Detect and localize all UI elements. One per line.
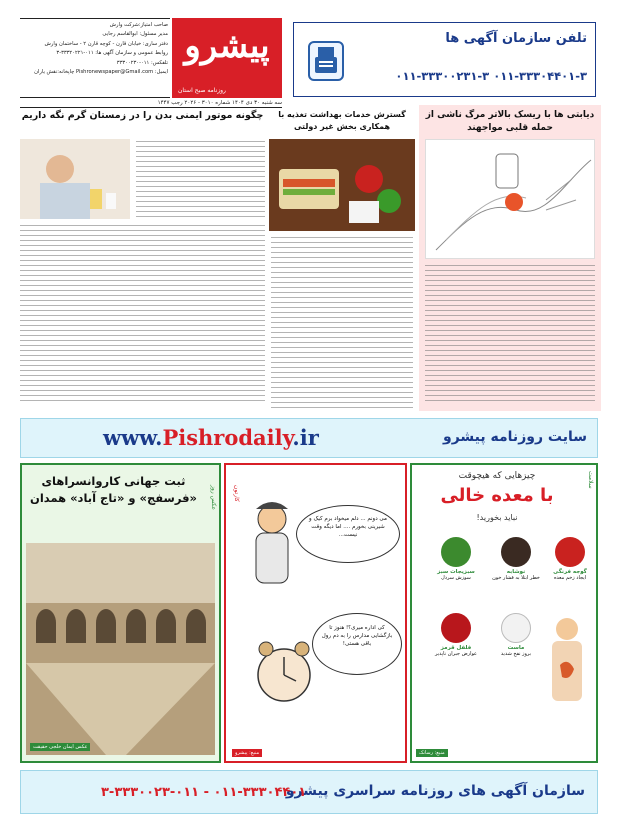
info-lines (22, 21, 168, 77)
masthead-logo: پیشرو (184, 26, 270, 66)
soda-icon (501, 537, 531, 567)
food-item (488, 537, 544, 582)
cartoon-credit: منبع: پیشرو (232, 749, 262, 757)
fax-icon (308, 41, 344, 81)
person-stomach-icon (542, 615, 592, 725)
foods-credit: منبع: رسانک (416, 749, 448, 757)
cartoon-panel (224, 463, 407, 763)
cold-title: چگونه موتور ایمنی بدن را در زمستان گرم نگه داریم (21, 110, 264, 121)
site-url-main: Pishrodaily (162, 425, 293, 450)
ad-phones: ۰۱۱-۳۳۳۰۴۴۰۱-۳ ۰۱۱-۳۳۳۰۰۲۳۱-۳ (395, 69, 587, 83)
cold-photo (20, 139, 130, 219)
food-item-desc: عوارض جبران ناپذیر (434, 651, 478, 657)
cartoon-bubble-2: کی اداره میری؟! هنوز تا بازگشایی مدارس را به دم رول باقی هستی! (312, 613, 402, 675)
diabetes-illustration (425, 139, 595, 259)
food-item-name: فلفل قرمز (440, 645, 472, 651)
food-item-name: ماست (507, 645, 525, 651)
cartoon-person (244, 499, 300, 609)
food-item-desc: خطر ابتلا به فشار خون (492, 575, 540, 581)
greens-icon (441, 537, 471, 567)
footer-banner (20, 770, 598, 814)
site-label: سایت روزنامه پیشرو (443, 429, 587, 445)
cold-body-text (20, 225, 265, 405)
site-url-prefix: www. (103, 425, 163, 450)
food-body-text (271, 237, 413, 409)
site-url[interactable] (103, 425, 319, 450)
food-item-desc: سوزش سردل (441, 575, 471, 581)
footer-label: سازمان آگهی های روزنامه سراسری پیشرو (285, 783, 585, 799)
food-item-name: گوجه فرنگی (553, 569, 587, 575)
info-line: تلفکس: ۰۱۱-۳۳۳۰۰۲۳۰ (116, 59, 168, 66)
info-line: دفتر ساری: خیابان قارن - کوچه قارن ۲ - ساختمان وارش (44, 40, 168, 47)
hamedan-panel (20, 463, 221, 763)
cold-article (20, 105, 265, 411)
food-item-desc: ایجاد زخم معده (553, 575, 587, 581)
diabetes-body-text (425, 265, 595, 405)
food-title: گسترش خدمات بهداشت تغذیه با همکاری بخش غیر دولتی (278, 110, 406, 131)
site-banner (20, 418, 598, 458)
cartoon-bubble-1: می دونم ... دلم میخواد برم کیک و شیرینی بخورم .... اما دیگه وقت نیست... (296, 505, 400, 563)
masthead-sub: روزنامه صبح استان (178, 87, 226, 94)
food-item-desc: بروز نفخ شدید (500, 651, 532, 657)
date-line: سه شنبه ۳۰ دی ۱۴۰۴ شماره ۳۰۱۰ - ۲۰۲۶ رجب ۱۴۴۷ (20, 100, 282, 108)
site-url-suffix: .ir (292, 425, 319, 450)
hamedan-side: عکس روز (210, 485, 217, 511)
info-line: ایمیل: Pishronewspaper@Gmail.com چاپخانه:نقش یاران (34, 69, 168, 76)
info-line: صاحب امتیاز:شرکت وارش (109, 22, 168, 28)
foods-main: با معده خالی (440, 485, 554, 506)
chili-icon (441, 613, 471, 643)
masthead (172, 18, 282, 98)
food-item (488, 613, 544, 658)
tomato-icon (555, 537, 585, 567)
yogurt-icon (501, 613, 531, 643)
info-line: مدیر مسئول: ابوالقاسم رجایی (102, 31, 168, 38)
food-photo (269, 139, 415, 231)
food-item (546, 537, 594, 582)
cold-side-text (136, 141, 265, 219)
ad-phone-box (293, 22, 596, 97)
clock-icon (254, 615, 314, 735)
hamedan-photo (26, 543, 215, 755)
food-item-name: سبزیجات سبز (437, 569, 475, 575)
diabetes-article (419, 105, 601, 411)
foods-side: سلامت (587, 471, 594, 489)
footer-phones: ۰۱۱-۳۳۳۰۴۴۰۱ - ۳-۳۳۳۰۰۲۳-۰۱۱ (101, 785, 307, 800)
food-item-name: نوشابه (506, 569, 526, 575)
foods-panel (410, 463, 598, 763)
diabetes-title: دیابتی ها با ریسک بالاتر مرگ ناشی از حمله قلبی مواجهند (425, 110, 595, 133)
cartoon-side: کارتون (233, 485, 240, 502)
food-item (428, 537, 484, 582)
hamedan-caption: عکس ایمان خلجی حقیقت (30, 743, 90, 751)
food-item (428, 613, 484, 658)
ad-title: تلفن سازمان آگهی ها (445, 31, 587, 46)
info-line: روابط عمومی و سازمان آگهی ها: ۰۱۱-۳۳۳۲۰۲۲۱-۳ (56, 50, 168, 57)
publisher-info (20, 18, 170, 98)
food-article (269, 105, 415, 411)
foods-sub: نباید بخورید! (476, 513, 518, 522)
foods-top: چیزهایی که هیچوقت (458, 471, 536, 481)
hamedan-title: ثبت جهانی کاروانسراهای «فرسفج» و «تاج آباد» همدان (30, 474, 197, 505)
